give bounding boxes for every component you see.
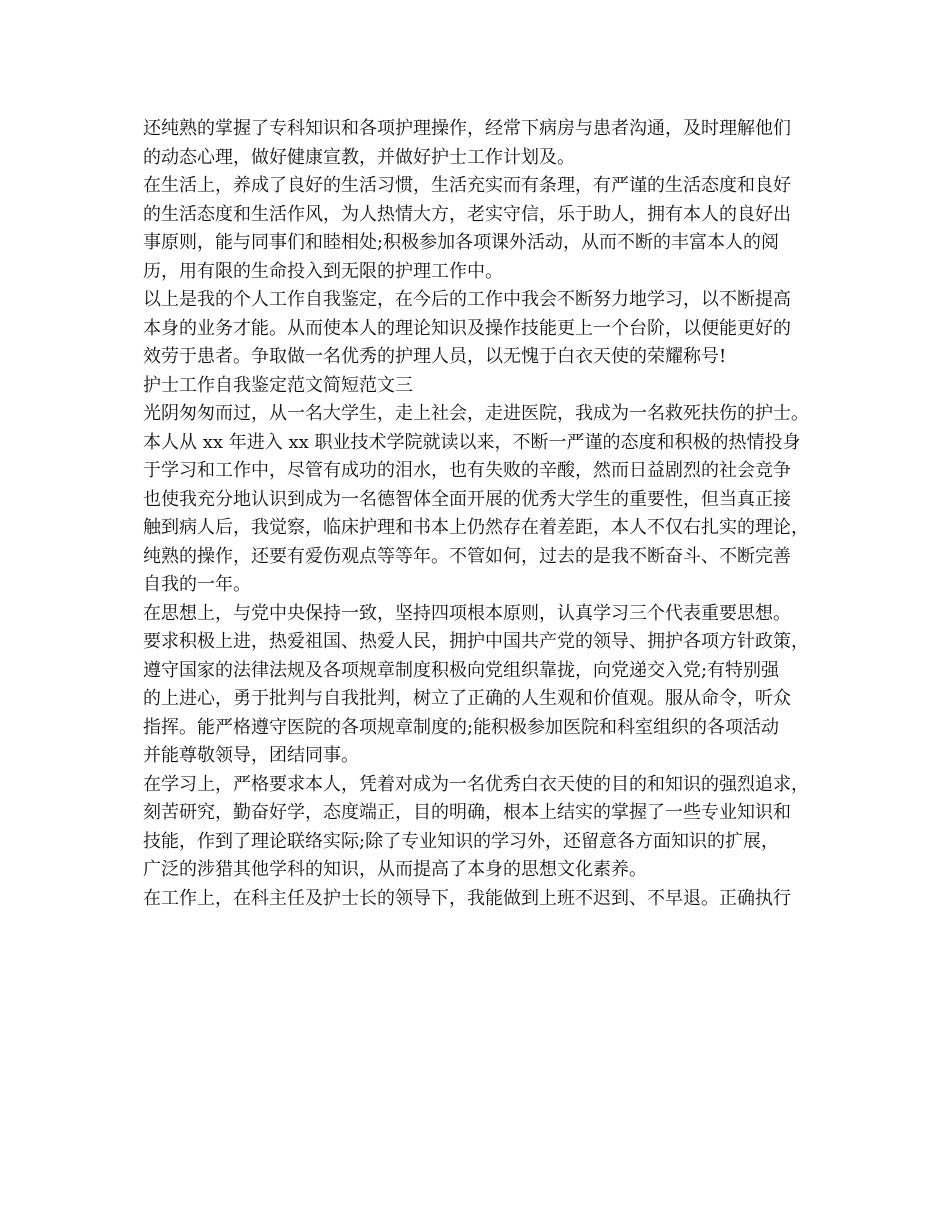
text-line: 自我的一年。 xyxy=(143,574,251,595)
text-line: 的动态心理，做好健康宣教，并做好护士工作计划及。 xyxy=(143,146,575,168)
text-line: 本身的业务才能。从而使本人的理论知识及操作技能更上一个台阶，以便能更好的 xyxy=(143,317,791,339)
document-body xyxy=(143,115,833,913)
text-line: 遵守国家的法律法规及各项规章制度积极向党组织靠拢，向党递交入党;有特别强 xyxy=(143,659,780,681)
text-line: 在生活上，养成了良好的生活习惯，生活充实而有条理，有严谨的生活态度和良好 xyxy=(143,175,791,196)
text-line: 纯熟的操作，还要有爱伤观点等等年。不管如何，过去的是我不断奋斗、不断完善 xyxy=(143,545,791,567)
text-line: 光阴匆匆而过，从一名大学生，走上社会，走进医院，我成为一名救死扶伤的护士。 xyxy=(143,403,809,424)
text-line: 的上进心，勇于批判与自我批判，树立了正确的人生观和价值观。服从命令，听众 xyxy=(143,688,791,709)
text-line: 于学习和工作中，尽管有成功的泪水，也有失败的辛酸，然而日益剧烈的社会竞争 xyxy=(143,460,791,481)
text-line: 触到病人后，我觉察，临床护理和书本上仍然存在着差距，本人不仅右扎实的理论， xyxy=(143,517,809,538)
text-line: 历，用有限的生命投入到无限的护理工作中。 xyxy=(143,260,503,282)
text-line: 在思想上，与党中央保持一致，坚持四项根本原则，认真学习三个代表重要思想。 xyxy=(143,602,791,624)
text-line: 在学习上，严格要求本人，凭着对成为一名优秀白衣天使的目的和知识的强烈追求， xyxy=(143,773,809,795)
text-line: 本人从 xx 年进入 xx 职业技术学院就读以来，不断一严谨的态度和积极的热情投身 xyxy=(143,431,801,453)
text-line: 要求积极上进，热爱祖国、热爱人民，拥护中国共产党的领导、拥护各项方针政策， xyxy=(143,631,809,652)
text-line: 以上是我的个人工作自我鉴定，在今后的工作中我会不断努力地学习，以不断提高 xyxy=(143,289,791,310)
text-line: 也使我充分地认识到成为一名德智体全面开展的优秀大学生的重要性，但当真正接 xyxy=(143,488,791,510)
text-line: 并能尊敬领导，团结同事。 xyxy=(143,745,359,766)
section-heading: 护士工作自我鉴定范文简短范文三 xyxy=(143,374,413,396)
text-line: 还纯熟的掌握了专科知识和各项护理操作，经常下病房与患者沟通，及时理解他们 xyxy=(143,118,791,139)
text-line: 在工作上，在科主任及护士长的领导下，我能做到上班不迟到、不早退。正确执行 xyxy=(143,887,791,909)
text-line: 的生活态度和生活作风，为人热情大方，老实守信，乐于助人，拥有本人的良好出 xyxy=(143,203,791,225)
text-line: 事原则，能与同事们和睦相处;积极参加各项课外活动，从而不断的丰富本人的阅 xyxy=(143,232,780,253)
text-line: 刻苦研究，勤奋好学，态度端正，目的明确，根本上结实的掌握了一些专业知识和 xyxy=(143,802,791,823)
text-line: 技能，作到了理论联络实际;除了专业知识的学习外，还留意各方面知识的扩展， xyxy=(143,830,780,852)
text-line: 效劳于患者。争取做一名优秀的护理人员，以无愧于白衣天使的荣耀称号! xyxy=(143,346,727,367)
text-line: 广泛的涉猎其他学科的知识，从而提高了本身的思想文化素养。 xyxy=(143,859,647,880)
text-line: 指挥。能严格遵守医院的各项规章制度的;能积极参加医院和科室组织的各项活动 xyxy=(143,716,780,738)
